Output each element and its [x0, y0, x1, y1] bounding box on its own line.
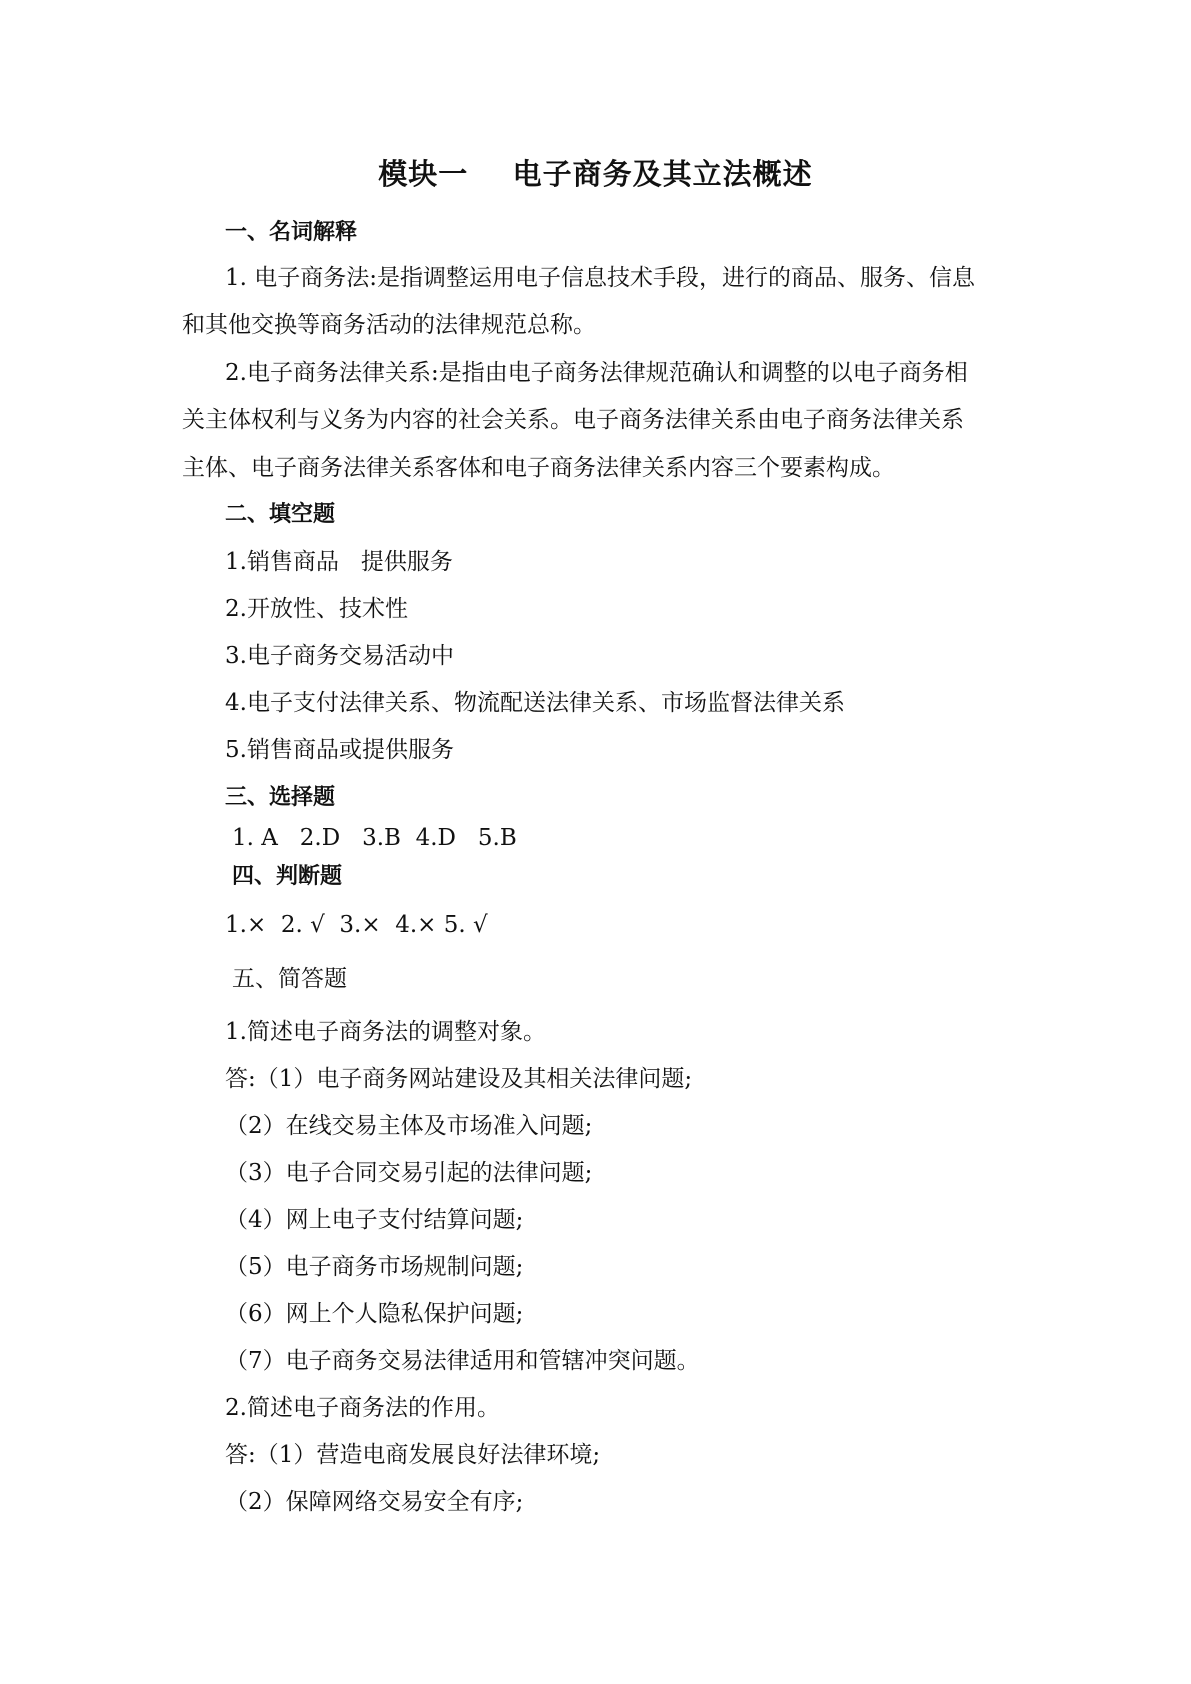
- section-heading-fill-in: 二、填空题: [225, 502, 336, 527]
- short-answer-1-point-4: （4）网上电子支付结算问题;: [225, 1207, 524, 1233]
- definition-2-line-1: 2.电子商务法律关系:是指由电子商务法律规范确认和调整的以电子商务相: [225, 360, 968, 386]
- short-answer-question-1: 1.简述电子商务法的调整对象。: [225, 1019, 546, 1045]
- short-answer-1-point-5: （5）电子商务市场规制问题;: [225, 1254, 524, 1280]
- section-heading-short-answer: 五、简答题: [232, 966, 347, 992]
- document-title: 模块一 电子商务及其立法概述: [378, 157, 813, 191]
- short-answer-1-point-7: （7）电子商务交易法律适用和管辖冲突问题。: [225, 1348, 700, 1374]
- short-answer-2-point-1: 答:（1）营造电商发展良好法律环境;: [225, 1442, 601, 1468]
- short-answer-1-point-3: （3）电子合同交易引起的法律问题;: [225, 1160, 593, 1186]
- true-false-answers: 1.× 2. √ 3.× 4.× 5. √: [225, 912, 488, 938]
- short-answer-1-point-6: （6）网上个人隐私保护问题;: [225, 1301, 524, 1327]
- section-heading-true-false: 四、判断题: [232, 864, 343, 889]
- section-heading-definitions: 一、名词解释: [225, 220, 358, 245]
- fill-in-answer-1: 1.销售商品 提供服务: [225, 549, 453, 575]
- definition-2-line-2: 关主体权利与义务为内容的社会关系。电子商务法律关系由电子商务法律关系: [182, 407, 964, 433]
- short-answer-1-point-1: 答:（1）电子商务网站建设及其相关法律问题;: [225, 1066, 693, 1092]
- short-answer-1-point-2: （2）在线交易主体及市场准入问题;: [225, 1113, 593, 1139]
- fill-in-answer-4: 4.电子支付法律关系、物流配送法律关系、市场监督法律关系: [225, 690, 845, 716]
- definition-1-line-1: 1. 电子商务法:是指调整运用电子信息技术手段，进行的商品、服务、信息: [225, 265, 976, 291]
- section-heading-multiple-choice: 三、选择题: [225, 785, 336, 810]
- fill-in-answer-2: 2.开放性、技术性: [225, 596, 408, 622]
- short-answer-2-point-2: （2）保障网络交易安全有序;: [225, 1489, 524, 1515]
- short-answer-question-2: 2.简述电子商务法的作用。: [225, 1395, 500, 1421]
- multiple-choice-answers: 1. A 2.D 3.B 4.D 5.B: [232, 825, 517, 851]
- definition-2-line-3: 主体、电子商务法律关系客体和电子商务法律关系内容三个要素构成。: [182, 455, 895, 481]
- fill-in-answer-5: 5.销售商品或提供服务: [225, 737, 454, 763]
- fill-in-answer-3: 3.电子商务交易活动中: [225, 643, 454, 669]
- definition-1-line-2: 和其他交换等商务活动的法律规范总称。: [182, 312, 596, 338]
